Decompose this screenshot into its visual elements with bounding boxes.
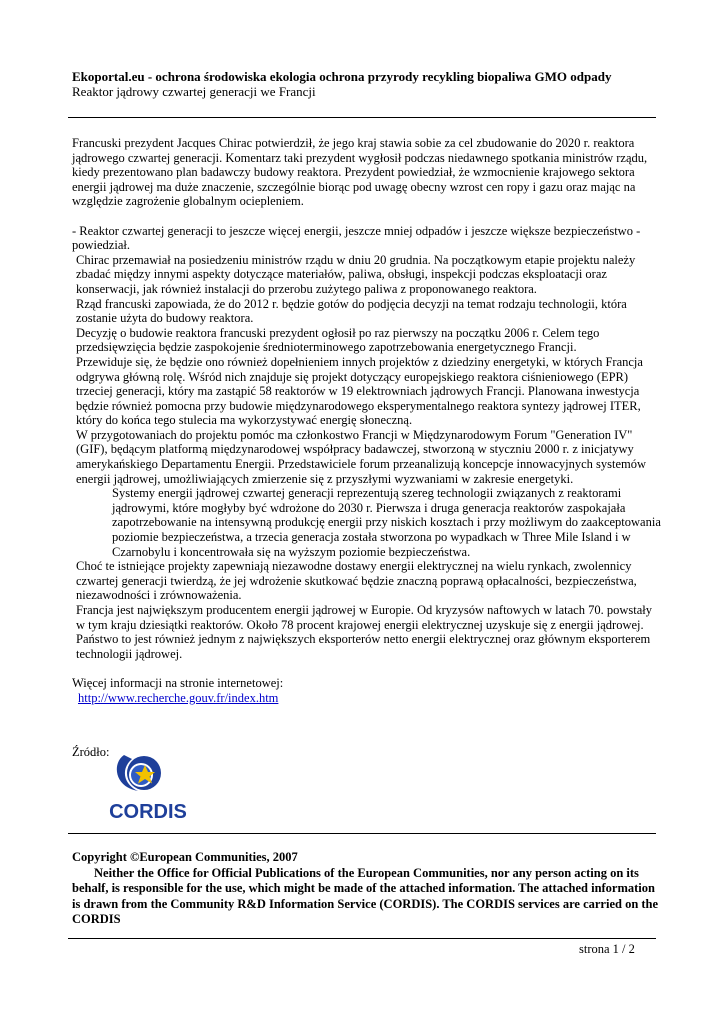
- copyright-block: [72, 850, 662, 928]
- article-body: [72, 136, 662, 705]
- header-divider: [68, 117, 656, 118]
- paragraph: Przewiduje się, że będzie ono również dopełnieniem innych projektów z dziedziny energetyki, w których Francja odgrywa główną rolę. Wśród nich znajduje się projekt dotyczący europejskiego reaktora ciśnieniowego (EPR) trzeciej generacji, który ma zastąpić 58 reaktorów w 19 elektrowniach jądrowych Francji. Planowana inwestycja będzie również pomocna przy budowie międzynarodowego eksperymentalnego reaktora syntezy jądrowej ITER, który do końca tego stulecia ma wykorzystywać energię słoneczną.: [76, 354, 643, 428]
- paragraph: Francja jest największym producentem energii jądrowej w Europie. Od kryzysów naftowych w latach 70. powstały w tym kraju dziesiątki reaktorów. Około 78 procent krajowej energii elektrycznej uzyskuje się z energii jądrowej. Państwo to jest również jednym z największych eksporterów netto energii elektrycznej oraz głównym eksporterem technologii jądrowej.: [76, 603, 652, 661]
- intro-paragraph: Francuski prezydent Jacques Chirac potwierdził, że jego kraj stawia sobie za cel zbudowanie do 2020 r. reaktora jądrowego czwartej generacji. Komentarz taki prezydent wygłosił podczas niedawnego spotkania ministrów rządu, kiedy prezentowano plan badawczy budowy reaktora. Prezydent powiedział, że wzmocnienie krajowego sektora energii jądrowej ma duże znaczenie, szczególnie biorąc pod uwagę obecny wzrost cen ropy i gazu oraz mając na względzie zagrożenie globalnym ociepleniem.: [72, 136, 648, 209]
- paragraph: Systemy energii jądrowej czwartej generacji reprezentują szereg technologii związanych z reaktorami jądrowymi, które mogłyby być wdrożone do 2030 r. Pierwsza i druga generacja reaktorów zaspokajała zapotrzebowanie na intensywną produkcję energii przy niskich kosztach i przy możliwym do zaakceptowania poziomie bezpieczeństwa, a trzecia generacja została stworzona po wypadkach w Three Mile Island i w Czarnobylu i koncentrowała się na wyższym poziomie bezpieczeństwa.: [112, 486, 661, 559]
- paragraph: Choć te istniejące projekty zapewniają niezawodne dostawy energii elektrycznej na wielu rynkach, zwolennicy czwartej generacji twierdzą, że jej wdrożenie skutkować będzie znaczną poprawą opłacalności, bezpieczeństwa, niezawodności i zrównoważenia.: [76, 559, 637, 603]
- article-title: Reaktor jądrowy czwartej generacji we Francji: [72, 84, 316, 99]
- more-info-link[interactable]: http://www.recherche.gouv.fr/index.htm: [78, 690, 279, 705]
- logo-text: CORDIS: [109, 801, 187, 823]
- footer-divider-bottom: [68, 938, 656, 939]
- footer-divider-top: [68, 833, 656, 834]
- paragraph: Decyzję o budowie reaktora francuski prezydent ogłosił po raz pierwszy na początku 2006 r. Celem tego przedsięwzięcia będzie zaspokojenie średnioterminowego zapotrzebowania energetycznego Francji.: [76, 325, 600, 355]
- site-title: Ekoportal.eu - ochrona środowiska ekologia ochrona przyrody recykling biopaliwa GMO odpady: [72, 69, 612, 84]
- copyright-text: Neither the Office for Official Publications of the European Communities, nor any person acting on its behalf, is responsible for the use, which might be made of the attached information. The attached information is drawn from the Community R&D Information Service (CORDIS). The CORDIS services are carried on the CORDIS: [72, 865, 659, 926]
- paragraph: Chirac przemawiał na posiedzeniu ministrów rządu w dniu 20 grudnia. Na początkowym etapie projektu należy zbadać między innymi aspekty dotyczące materiałów, paliwa, obsługi, inspekcji podczas eksploatacji oraz konserwacji, jak również instalacji do przerobu zużytego paliwa z proponowanego reaktora.: [76, 252, 636, 296]
- page-number: strona 1 / 2: [579, 942, 635, 956]
- more-info-label: Więcej informacji na stronie internetowej:: [72, 675, 284, 690]
- cordis-logo: [104, 747, 192, 823]
- paragraph: Rząd francuski zapowiada, że do 2012 r. będzie gotów do podjęcia decyzji na temat rodzaju technologii, która zostanie użyta do budowy reaktora.: [76, 296, 627, 326]
- source-label: Źródło:: [72, 745, 110, 759]
- paragraph: W przygotowaniach do projektu pomóc ma członkostwo Francji w Międzynarodowym Forum "Generation IV" (GIF), będącym platformą międzynarodowej współpracy badawczej, stworzoną w styczniu 2000 r. z inicjatywy amerykańskiego Departamentu Energii. Przedstawiciele forum przeanalizują koncepcje innowacyjnych systemów energii jądrowej, umożliwiających zmierzenie się z przyszłymi wyzwaniami w zakresie energetyki.: [76, 427, 647, 486]
- quote-paragraph: - Reaktor czwartej generacji to jeszcze więcej energii, jeszcze mniej odpadów i jeszcze większe bezpieczeństwo - powiedział.: [72, 223, 641, 253]
- copyright-title: Copyright ©European Communities, 2007: [72, 850, 298, 864]
